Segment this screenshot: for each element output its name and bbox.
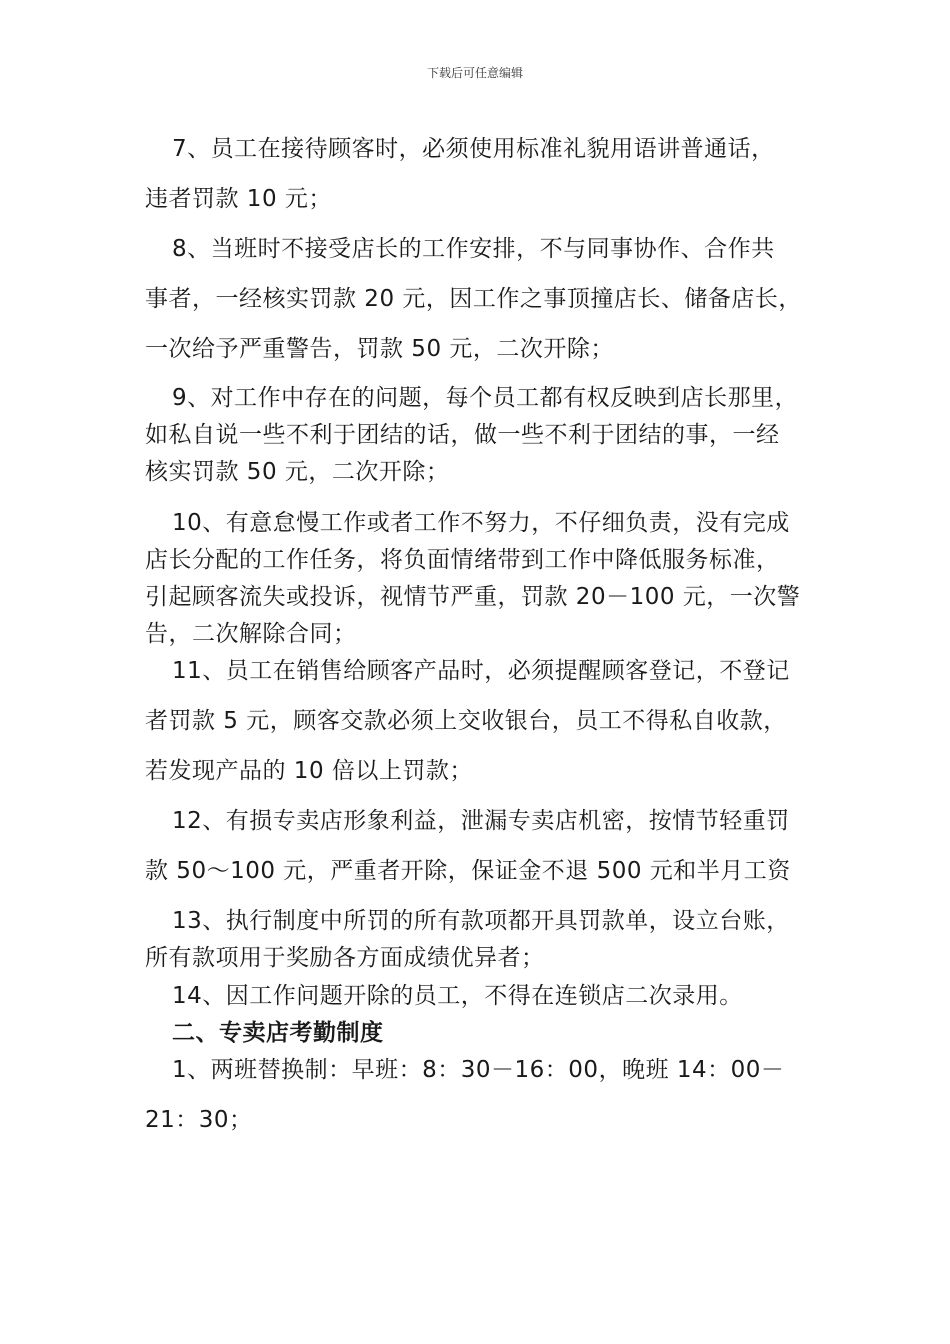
rule-10-line-4: 告，二次解除合同； [145, 621, 357, 647]
rule-11-line-3: 若发现产品的 10 倍以上罚款； [145, 758, 473, 784]
rule-9-line-1: 9、对工作中存在的问题，每个员工都有权反映到店长那里， [172, 385, 799, 411]
rule-10-line-1: 10、有意怠慢工作或者工作不努力，不仔细负责，没有完成 [172, 510, 790, 536]
rule-8-line-2: 事者，一经核实罚款 20 元，因工作之事顶撞店长、储备店长， [145, 286, 802, 312]
rule-12-line-2: 款 50～100 元，严重者开除，保证金不退 500 元和半月工资 [145, 858, 791, 884]
rule-8-line-3: 一次给予严重警告，罚款 50 元，二次开除； [145, 336, 614, 362]
rule-7-line-1: 7、员工在接待顾客时，必须使用标准礼貌用语讲普通话， [172, 136, 775, 162]
rule-9-line-2: 如私自说一些不利于团结的话，做一些不利于团结的事，一经 [145, 422, 780, 448]
page-header: 下载后可任意编辑 [426, 66, 523, 80]
attendance-1-line-1: 1、两班替换制：早班：8：30－16：00，晚班 14：00－ [172, 1057, 785, 1083]
rule-10-line-3: 引起顾客流失或投诉，视情节严重，罚款 20－100 元，一次警 [145, 584, 801, 610]
rule-14-line-1: 14、因工作问题开除的员工，不得在连锁店二次录用。 [172, 983, 743, 1009]
rule-11-line-2: 者罚款 5 元，顾客交款必须上交收银台，员工不得私自收款， [145, 708, 787, 734]
attendance-1-line-2: 21：30； [145, 1107, 253, 1133]
rule-13-line-2: 所有款项用于奖励各方面成绩优异者； [145, 945, 545, 971]
rule-7-line-2: 违者罚款 10 元； [145, 186, 332, 212]
section-heading: 二、专卖店考勤制度 [172, 1020, 384, 1046]
rule-11-line-1: 11、员工在销售给顾客产品时，必须提醒顾客登记，不登记 [172, 658, 790, 684]
rule-13-line-1: 13、执行制度中所罚的所有款项都开具罚款单，设立台账， [172, 908, 790, 934]
rule-8-line-1: 8、当班时不接受店长的工作安排，不与同事协作、合作共 [172, 236, 775, 262]
rule-9-line-3: 核实罚款 50 元，二次开除； [145, 459, 450, 485]
rule-12-line-1: 12、有损专卖店形象利益，泄漏专卖店机密，按情节轻重罚 [172, 808, 790, 834]
rule-10-line-2: 店长分配的工作任务，将负面情绪带到工作中降低服务标准， [145, 547, 780, 573]
